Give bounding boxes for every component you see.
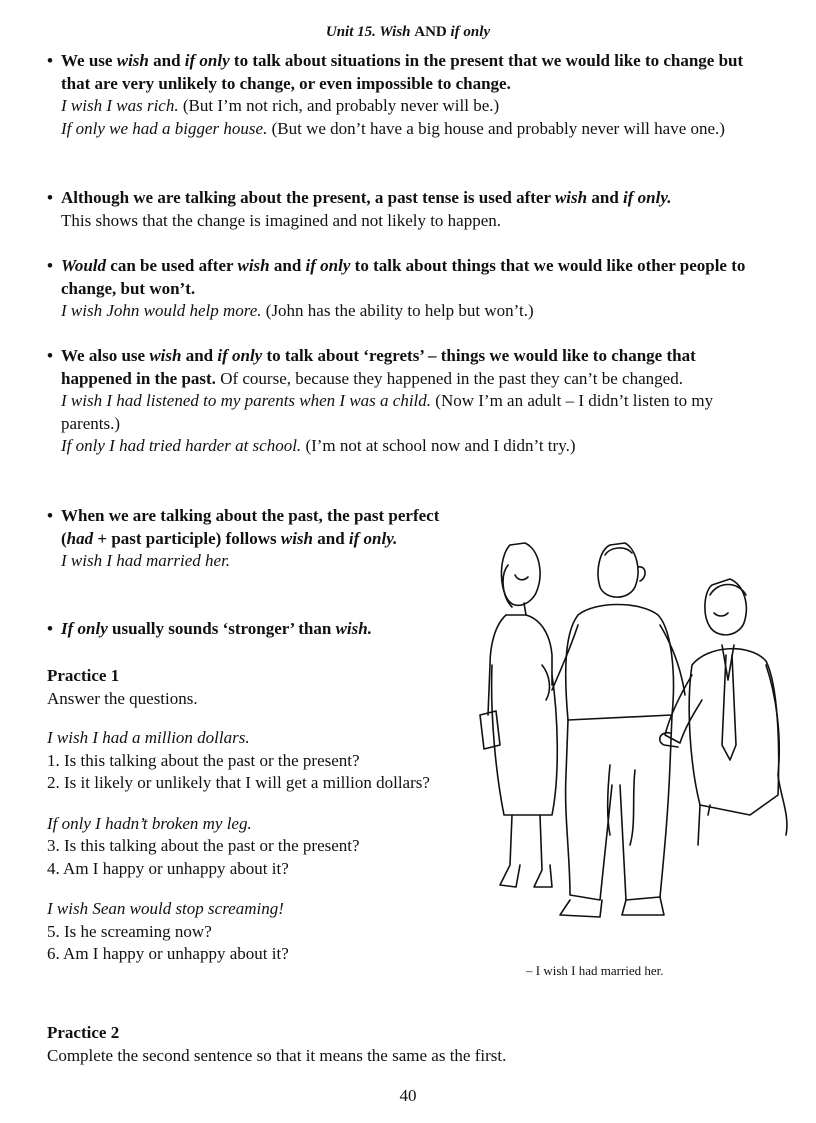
practice-1 <box>47 665 442 966</box>
unit-number: Unit 15. <box>325 24 376 40</box>
question-1: 1. Is this talking about the past or the present? <box>47 750 360 770</box>
title-if-only: if only <box>450 24 491 40</box>
illustration-couple-and-man <box>460 515 790 935</box>
woman-figure <box>480 543 557 887</box>
rule-text: • Would can be used after wish and if only to talk about things that we would like other people to change, but won’t. <box>47 255 747 300</box>
unit-title <box>0 24 816 41</box>
question-4: 4. Am I happy or unhappy about it? <box>47 858 289 878</box>
title-wish: Wish <box>379 24 411 40</box>
rule-text: • We use wish and if only to talk about situations in the present that we would like to change but that are very unlikely to change, or even impossible to change. <box>47 50 747 95</box>
example-2: If only we had a bigger house. (But we don’t have a big house and probably never will have one.) <box>61 118 725 138</box>
man-suit-figure <box>660 579 787 845</box>
rule-would <box>47 255 747 323</box>
rule-present-wishes <box>47 50 747 140</box>
question-2: 2. Is it likely or unlikely that I will get a million dollars? <box>47 773 430 792</box>
practice-1-instruction: Answer the questions. <box>47 688 198 708</box>
rule-past-tense <box>47 187 747 232</box>
question-6: 6. Am I happy or unhappy about it? <box>47 944 289 963</box>
rule-text: • When we are talking about the past, the past perfect (had + past participle) follows wish and if only. <box>47 505 442 550</box>
practice-2 <box>47 1022 747 1067</box>
page-number: 40 <box>399 1086 417 1105</box>
practice-example-2: If only I hadn’t broken my leg. <box>47 813 252 833</box>
practice-2-heading: Practice 2 <box>47 1023 120 1042</box>
rule-past-perfect <box>47 505 442 573</box>
rule-stronger <box>47 618 442 641</box>
example: I wish I had married her. <box>61 551 231 570</box>
rule-text: • If only usually sounds ‘stronger’ than wish. <box>47 618 442 641</box>
illustration-caption: – I wish I had married her. <box>526 963 664 978</box>
practice-2-instruction: Complete the second sentence so that it means the same as the first. <box>47 1045 507 1065</box>
practice-example-3: I wish Sean would stop screaming! <box>47 899 284 918</box>
rule-text: • Although we are talking about the present, a past tense is used after wish and if only. <box>47 187 747 210</box>
question-5: 5. Is he screaming now? <box>47 921 212 941</box>
title-and: AND <box>414 24 447 40</box>
practice-example-1: I wish I had a million dollars. <box>47 728 250 747</box>
example-1: I wish I had listened to my parents when I was a child. (Now I’m an adult – I didn’t listen to my parents.) <box>61 391 714 433</box>
rule-regrets <box>47 345 747 458</box>
example-1: I wish I was rich. (But I’m not rich, and probably never will be.) <box>61 96 500 115</box>
question-3: 3. Is this talking about the past or the present? <box>47 836 360 855</box>
practice-1-heading: Practice 1 <box>47 666 120 685</box>
man-back-figure <box>552 543 685 917</box>
rule-explanation: This shows that the change is imagined and not likely to happen. <box>61 210 502 230</box>
rule-text: • We also use wish and if only to talk about ‘regrets’ – things we would like to change that happened in the past. Of course, because they happened in the past they can’t be changed. <box>47 345 747 390</box>
example-2: If only I had tried harder at school. (I’m not at school now and I didn’t try.) <box>61 436 576 455</box>
example: I wish John would help more. (John has the ability to help but won’t.) <box>61 301 534 320</box>
